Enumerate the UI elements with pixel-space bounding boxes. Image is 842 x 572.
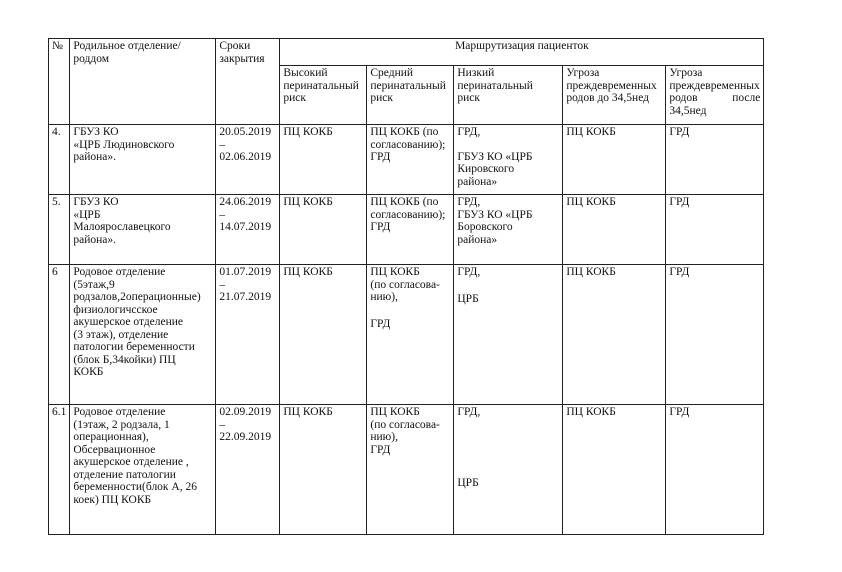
table-row (49, 265, 764, 405)
row-period (216, 195, 280, 265)
routing-table (48, 38, 764, 535)
row-threat-after: ГРД (666, 195, 764, 265)
header-low-risk: Низкий перинатальный риск (454, 66, 563, 125)
header-mid-risk: Средний перинатальный риск (367, 66, 454, 125)
row-low-risk-secondary: ГБУЗ КО «ЦРБ Кировского района» (457, 150, 533, 188)
row-period (216, 125, 280, 195)
row-mid-risk (367, 265, 454, 405)
row-low-risk-secondary: ГБУЗ КО «ЦРБ Боровского района» (457, 208, 533, 246)
header-number: № (49, 39, 70, 125)
row-low-risk-primary: ГРД, (457, 126, 481, 138)
row-low-risk-secondary: ЦРБ (457, 292, 479, 305)
row-threat-after: ГРД (666, 405, 764, 535)
header-routing: Маршрутизация пациенток (280, 39, 764, 66)
header-closing-period: Сроки закрытия (216, 39, 280, 125)
row-period (216, 405, 280, 535)
row-period-end: 02.06.2019 (219, 151, 272, 163)
row-high-risk: ПЦ КОКБ (280, 405, 367, 535)
row-low-risk-primary: ГРД, (457, 266, 481, 278)
row-period-start: 02.09.2019 – (219, 406, 272, 431)
row-high-risk: ПЦ КОКБ (280, 195, 367, 265)
header-department: Родильное отделение/ роддом (70, 39, 216, 125)
row-low-risk (454, 195, 563, 265)
row-mid-risk-secondary: ГРД (370, 317, 391, 330)
table-row (49, 125, 764, 195)
header-high-risk: Высокий перинатальный риск (280, 66, 367, 125)
row-threat-before: ПЦ КОКБ (563, 125, 666, 195)
row-mid-risk: ПЦ КОКБ (по согласова- нию), ГРД (367, 405, 454, 535)
table-row (49, 195, 764, 265)
row-department: Родовое отделение (1этаж, 2 родзала, 1 операционная), Обсервационное акушерское отделение , отделение патологии беременности(блок А, 26 коек) ПЦ КОКБ (70, 405, 216, 535)
row-low-risk-secondary: ЦРБ (457, 476, 479, 489)
row-threat-before: ПЦ КОКБ (563, 195, 666, 265)
header-threat-after-line1: Угроза преждевременных (669, 67, 760, 92)
row-period-end: 22.09.2019 (219, 431, 272, 443)
header-row-main (49, 39, 764, 66)
row-low-risk (454, 405, 563, 535)
header-threat-after-word2: после (732, 92, 761, 104)
row-low-risk-primary: ГРД, (457, 406, 481, 418)
row-high-risk: ПЦ КОКБ (280, 265, 367, 405)
row-number: 6 (49, 265, 70, 405)
row-threat-before: ПЦ КОКБ (563, 265, 666, 405)
row-department: ГБУЗ КО «ЦРБ Людиновского района». (70, 125, 216, 195)
row-number: 6.1 (49, 405, 70, 535)
header-threat-after-line2 (669, 92, 760, 105)
header-threat-after (666, 66, 764, 125)
row-mid-risk: ПЦ КОКБ (по согласованию); ГРД (367, 125, 454, 195)
row-number: 5. (49, 195, 70, 265)
row-period-start: 20.05.2019 – (219, 126, 272, 151)
row-low-risk (454, 265, 563, 405)
row-number: 4. (49, 125, 70, 195)
row-department: Родовое отделение (5этаж,9 родзалов,2операционные) физиологичсское акушерское отделение (3 этаж), отделение патологии беременности (блок Б,34койки) ПЦ КОКБ (70, 265, 216, 405)
row-department: ГБУЗ КО «ЦРБ Малоярославецкого района». (70, 195, 216, 265)
row-threat-before: ПЦ КОКБ (563, 405, 666, 535)
row-low-risk-primary: ГРД, (457, 196, 481, 208)
row-threat-after: ГРД (666, 265, 764, 405)
row-period: 01.07.2019 – 21.07.2019 (216, 265, 280, 405)
row-mid-risk: ПЦ КОКБ (по согласованию); ГРД (367, 195, 454, 265)
header-threat-after-word1: родов (669, 92, 698, 104)
row-period-end: 14.07.2019 (219, 221, 272, 233)
row-low-risk (454, 125, 563, 195)
row-high-risk: ПЦ КОКБ (280, 125, 367, 195)
row-period-start: 24.06.2019 – (219, 196, 272, 221)
row-threat-after: ГРД (666, 125, 764, 195)
header-threat-before: Угроза преждевременных родов до 34,5нед (563, 66, 666, 125)
routing-document (48, 38, 764, 535)
header-threat-after-line3: 34,5нед (669, 104, 707, 117)
table-row (49, 405, 764, 535)
row-mid-risk-primary: ПЦ КОКБ (по согласова- нию), (370, 266, 440, 303)
